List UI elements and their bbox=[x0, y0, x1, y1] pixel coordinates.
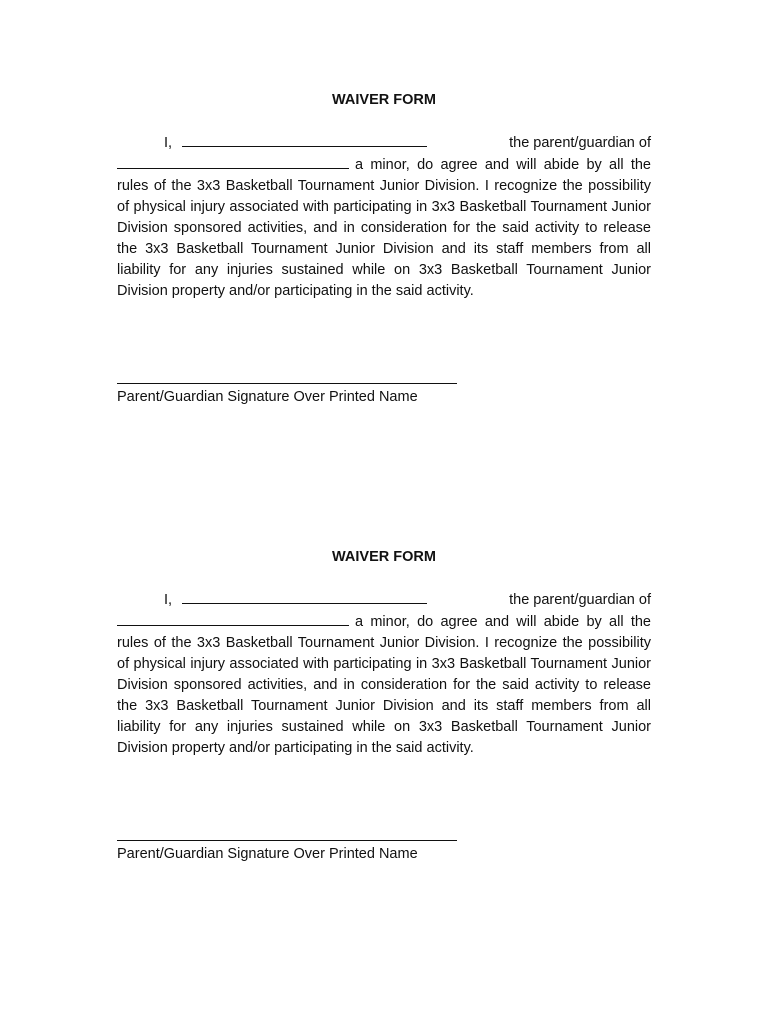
intro-line bbox=[117, 589, 651, 611]
intro-i: I, bbox=[164, 135, 173, 151]
signature-label: Parent/Guardian Signature Over Printed Name bbox=[117, 389, 418, 405]
waiver-body: the rules of the 3x3 Basketball Tournament Junior Division. I recognize the possibility of physical injury associated with participating in 3x3 Basketball Tournament Junior Division sponsored activities, and in consideration for the said activity to release the 3x3 Basketball Tournament Junior Division and its staff members from all liability for any injuries sustained while on 3x3 Basketball Tournament Junior Division property and/or participating in the said activity. bbox=[117, 157, 652, 299]
second-line-tail: a minor, do agree and will abide by all bbox=[355, 157, 624, 173]
intro-tail: the parent/guardian of bbox=[509, 592, 651, 608]
waiver-text bbox=[117, 611, 651, 759]
waiver-text bbox=[117, 154, 651, 302]
second-line-tail: a minor, do agree and will abide by all bbox=[355, 614, 624, 630]
signature-line[interactable] bbox=[117, 839, 457, 841]
waiver-form-1 bbox=[117, 90, 651, 407]
signature-label: Parent/Guardian Signature Over Printed Name bbox=[117, 846, 418, 862]
parent-name-blank[interactable] bbox=[182, 589, 427, 604]
waiver-form-2 bbox=[117, 547, 651, 864]
form-title: WAIVER FORM bbox=[332, 92, 436, 108]
minor-name-blank[interactable] bbox=[117, 154, 349, 169]
form-title: WAIVER FORM bbox=[332, 549, 436, 565]
intro-tail: the parent/guardian of bbox=[509, 135, 651, 151]
minor-name-blank[interactable] bbox=[117, 611, 349, 626]
parent-name-blank[interactable] bbox=[182, 132, 427, 147]
signature-line[interactable] bbox=[117, 382, 457, 384]
waiver-body: the rules of the 3x3 Basketball Tournament Junior Division. I recognize the possibility of physical injury associated with participating in 3x3 Basketball Tournament Junior Division sponsored activities, and in consideration for the said activity to release the 3x3 Basketball Tournament Junior Division and its staff members from all liability for any injuries sustained while on 3x3 Basketball Tournament Junior Division property and/or participating in the said activity. bbox=[117, 614, 652, 756]
intro-line bbox=[117, 132, 651, 154]
intro-i: I, bbox=[164, 592, 173, 608]
